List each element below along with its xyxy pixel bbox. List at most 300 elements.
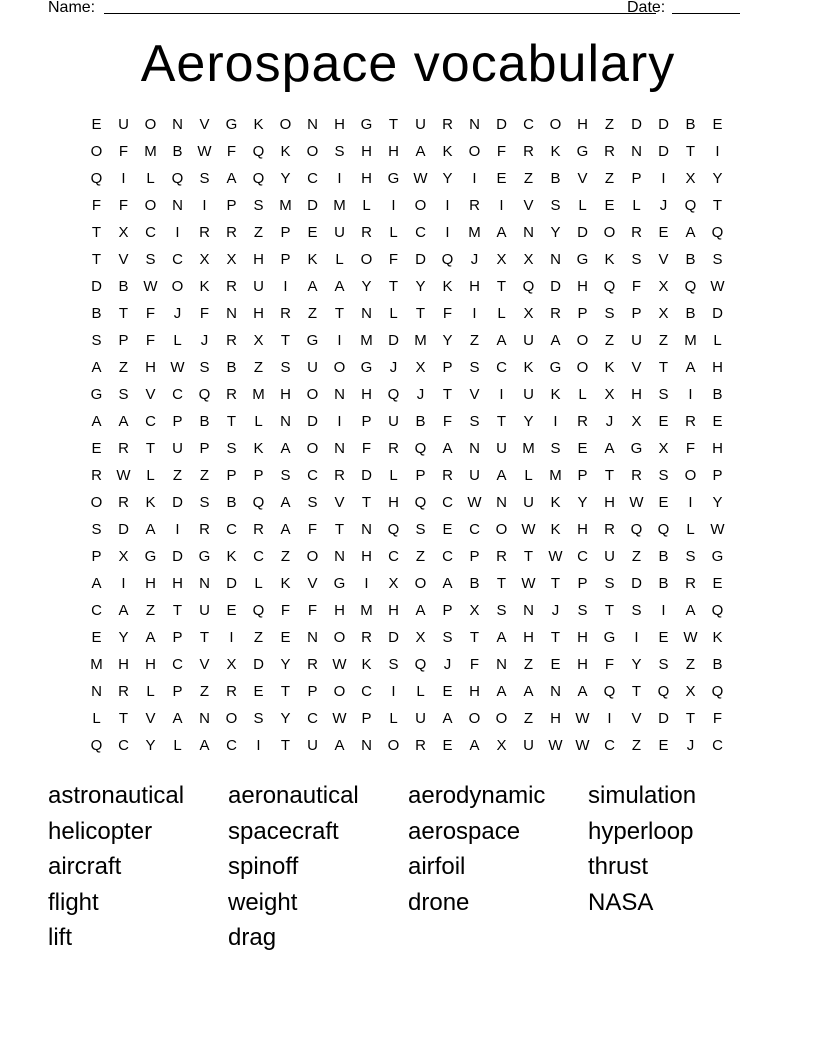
grid-cell[interactable]: S xyxy=(442,629,453,646)
grid-cell[interactable]: D xyxy=(388,629,399,646)
grid-cell[interactable]: T xyxy=(550,575,561,592)
grid-cell[interactable]: I xyxy=(445,197,450,214)
grid-cell[interactable]: H xyxy=(631,386,642,403)
grid-cell[interactable]: I xyxy=(337,413,342,430)
grid-cell[interactable]: D xyxy=(91,278,102,295)
grid-cell[interactable]: G xyxy=(630,440,643,457)
grid-cell[interactable]: K xyxy=(604,251,615,268)
grid-cell[interactable]: U xyxy=(415,116,426,133)
grid-cell[interactable]: D xyxy=(550,278,561,295)
grid-cell[interactable]: O xyxy=(90,494,103,511)
grid-cell[interactable]: L xyxy=(146,170,155,187)
grid-cell[interactable]: P xyxy=(118,332,129,349)
grid-cell[interactable]: G xyxy=(360,116,373,133)
grid-cell[interactable]: Z xyxy=(199,683,210,700)
grid-cell[interactable]: R xyxy=(685,575,696,592)
grid-cell[interactable]: J xyxy=(551,602,560,619)
grid-cell[interactable]: O xyxy=(279,116,292,133)
grid-cell[interactable]: T xyxy=(118,710,129,727)
grid-cell[interactable]: I xyxy=(121,575,126,592)
grid-cell[interactable]: C xyxy=(307,170,318,187)
grid-cell[interactable]: K xyxy=(442,143,453,160)
grid-cell[interactable]: N xyxy=(361,521,372,538)
grid-cell[interactable]: U xyxy=(388,413,399,430)
grid-cell[interactable]: C xyxy=(172,251,183,268)
grid-cell[interactable]: I xyxy=(229,629,234,646)
grid-cell[interactable]: Y xyxy=(442,332,453,349)
grid-cell[interactable]: N xyxy=(496,494,507,511)
grid-cell[interactable]: R xyxy=(118,440,129,457)
grid-cell[interactable]: Q xyxy=(198,386,211,403)
grid-cell[interactable]: P xyxy=(577,305,588,322)
grid-cell[interactable]: O xyxy=(414,197,427,214)
grid-cell[interactable]: M xyxy=(333,197,346,214)
grid-cell[interactable]: C xyxy=(415,224,426,241)
grid-cell[interactable]: H xyxy=(361,170,372,187)
grid-cell[interactable]: I xyxy=(283,278,288,295)
grid-cell[interactable]: N xyxy=(550,683,561,700)
grid-cell[interactable]: G xyxy=(90,386,103,403)
grid-cell[interactable]: O xyxy=(360,251,373,268)
grid-cell[interactable]: Z xyxy=(604,332,615,349)
grid-cell[interactable]: V xyxy=(145,710,156,727)
grid-cell[interactable]: U xyxy=(415,710,426,727)
grid-cell[interactable]: C xyxy=(442,548,453,565)
grid-cell[interactable]: U xyxy=(199,602,210,619)
grid-cell[interactable]: I xyxy=(688,386,693,403)
grid-cell[interactable]: O xyxy=(549,116,562,133)
grid-cell[interactable]: O xyxy=(414,575,427,592)
grid-cell[interactable]: L xyxy=(497,305,506,322)
grid-cell[interactable]: C xyxy=(172,656,183,673)
grid-cell[interactable]: S xyxy=(658,386,669,403)
grid-cell[interactable]: Y xyxy=(712,170,723,187)
grid-cell[interactable]: H xyxy=(334,116,345,133)
grid-cell[interactable]: P xyxy=(631,305,642,322)
grid-cell[interactable]: A xyxy=(280,521,291,538)
grid-cell[interactable]: H xyxy=(523,629,534,646)
grid-cell[interactable]: F xyxy=(442,305,453,322)
grid-cell[interactable]: S xyxy=(199,170,210,187)
grid-cell[interactable]: J xyxy=(416,386,425,403)
grid-cell[interactable]: R xyxy=(361,629,372,646)
grid-cell[interactable]: B xyxy=(226,359,237,376)
grid-cell[interactable]: D xyxy=(631,116,642,133)
grid-cell[interactable]: L xyxy=(254,575,263,592)
grid-cell[interactable]: L xyxy=(416,683,425,700)
grid-cell[interactable]: Z xyxy=(631,737,642,754)
grid-cell[interactable]: L xyxy=(713,332,722,349)
grid-cell[interactable]: Z xyxy=(523,710,534,727)
grid-cell[interactable]: C xyxy=(604,737,615,754)
grid-cell[interactable]: I xyxy=(391,197,396,214)
grid-cell[interactable]: A xyxy=(442,440,453,457)
grid-cell[interactable]: L xyxy=(389,305,398,322)
grid-cell[interactable]: J xyxy=(470,251,479,268)
grid-cell[interactable]: K xyxy=(604,359,615,376)
grid-cell[interactable]: W xyxy=(197,143,212,160)
grid-cell[interactable]: R xyxy=(496,548,507,565)
grid-cell[interactable]: U xyxy=(496,440,507,457)
grid-cell[interactable]: R xyxy=(577,413,588,430)
grid-cell[interactable]: C xyxy=(307,467,318,484)
grid-cell[interactable]: Q xyxy=(414,440,427,457)
grid-cell[interactable]: A xyxy=(307,278,318,295)
grid-cell[interactable]: S xyxy=(604,305,615,322)
grid-cell[interactable]: Z xyxy=(253,629,264,646)
grid-cell[interactable]: N xyxy=(334,548,345,565)
grid-cell[interactable]: O xyxy=(333,683,346,700)
grid-cell[interactable]: X xyxy=(658,305,669,322)
grid-cell[interactable]: T xyxy=(712,197,723,214)
grid-cell[interactable]: S xyxy=(280,467,291,484)
grid-cell[interactable]: S xyxy=(145,251,156,268)
grid-cell[interactable]: W xyxy=(575,710,590,727)
grid-cell[interactable]: A xyxy=(415,143,426,160)
grid-cell[interactable]: T xyxy=(442,386,453,403)
grid-cell[interactable]: P xyxy=(91,548,102,565)
grid-cell[interactable]: C xyxy=(253,548,264,565)
grid-cell[interactable]: Z xyxy=(199,467,210,484)
grid-cell[interactable]: R xyxy=(442,116,453,133)
grid-cell[interactable]: S xyxy=(631,602,642,619)
grid-cell[interactable]: S xyxy=(226,440,237,457)
grid-cell[interactable]: I xyxy=(661,602,666,619)
grid-cell[interactable]: F xyxy=(442,413,453,430)
grid-cell[interactable]: S xyxy=(415,521,426,538)
grid-cell[interactable]: K xyxy=(280,575,291,592)
grid-cell[interactable]: A xyxy=(685,224,696,241)
grid-cell[interactable]: X xyxy=(253,332,264,349)
grid-cell[interactable]: A xyxy=(145,629,156,646)
grid-cell[interactable]: T xyxy=(685,710,696,727)
grid-cell[interactable]: A xyxy=(280,440,291,457)
grid-cell[interactable]: S xyxy=(631,251,642,268)
grid-cell[interactable]: P xyxy=(469,548,480,565)
grid-cell[interactable]: S xyxy=(199,494,210,511)
grid-cell[interactable]: E xyxy=(577,440,588,457)
grid-cell[interactable]: O xyxy=(306,440,319,457)
grid-cell[interactable]: K xyxy=(550,494,561,511)
grid-cell[interactable]: F xyxy=(604,656,615,673)
grid-cell[interactable]: A xyxy=(442,575,453,592)
grid-cell[interactable]: V xyxy=(523,197,534,214)
grid-cell[interactable]: T xyxy=(415,305,426,322)
grid-cell[interactable]: F xyxy=(496,143,507,160)
grid-cell[interactable]: H xyxy=(577,116,588,133)
grid-cell[interactable]: U xyxy=(307,737,318,754)
grid-cell[interactable]: O xyxy=(225,710,238,727)
grid-cell[interactable]: X xyxy=(118,224,129,241)
grid-cell[interactable]: D xyxy=(172,494,183,511)
grid-cell[interactable]: E xyxy=(658,413,669,430)
grid-cell[interactable]: Z xyxy=(280,548,291,565)
grid-cell[interactable]: L xyxy=(335,251,344,268)
grid-cell[interactable]: F xyxy=(145,332,156,349)
grid-cell[interactable]: D xyxy=(658,143,669,160)
grid-cell[interactable]: A xyxy=(118,602,129,619)
grid-cell[interactable]: E xyxy=(658,494,669,511)
grid-cell[interactable]: N xyxy=(523,224,534,241)
grid-cell[interactable]: B xyxy=(658,575,669,592)
grid-cell[interactable]: Q xyxy=(711,602,724,619)
grid-cell[interactable]: A xyxy=(496,629,507,646)
grid-cell[interactable]: D xyxy=(712,305,723,322)
grid-cell[interactable]: H xyxy=(253,305,264,322)
grid-cell[interactable]: Q xyxy=(657,683,670,700)
grid-cell[interactable]: J xyxy=(200,332,209,349)
grid-cell[interactable]: S xyxy=(469,413,480,430)
grid-cell[interactable]: F xyxy=(199,305,210,322)
grid-cell[interactable]: Z xyxy=(658,332,669,349)
grid-cell[interactable]: C xyxy=(388,548,399,565)
grid-cell[interactable]: N xyxy=(307,116,318,133)
grid-cell[interactable]: Z xyxy=(604,170,615,187)
grid-cell[interactable]: Z xyxy=(631,548,642,565)
grid-cell[interactable]: M xyxy=(468,224,481,241)
grid-cell[interactable]: H xyxy=(118,656,129,673)
grid-cell[interactable]: W xyxy=(548,548,563,565)
grid-cell[interactable]: E xyxy=(442,737,453,754)
grid-cell[interactable]: I xyxy=(472,170,477,187)
grid-cell[interactable]: P xyxy=(307,683,318,700)
grid-cell[interactable]: W xyxy=(143,278,158,295)
grid-cell[interactable]: B xyxy=(199,413,210,430)
grid-cell[interactable]: E xyxy=(280,629,291,646)
grid-cell[interactable]: X xyxy=(496,251,507,268)
grid-cell[interactable]: I xyxy=(175,521,180,538)
grid-cell[interactable]: G xyxy=(225,116,238,133)
grid-cell[interactable]: R xyxy=(118,683,129,700)
grid-cell[interactable]: J xyxy=(686,737,695,754)
grid-cell[interactable]: S xyxy=(199,359,210,376)
grid-cell[interactable]: H xyxy=(334,602,345,619)
grid-cell[interactable]: R xyxy=(226,332,237,349)
grid-cell[interactable]: X xyxy=(415,359,426,376)
grid-cell[interactable]: L xyxy=(362,197,371,214)
grid-cell[interactable]: E xyxy=(226,602,237,619)
grid-cell[interactable]: T xyxy=(469,629,480,646)
grid-cell[interactable]: U xyxy=(253,278,264,295)
grid-cell[interactable]: Q xyxy=(711,683,724,700)
grid-cell[interactable]: D xyxy=(388,332,399,349)
grid-cell[interactable]: T xyxy=(172,602,183,619)
grid-cell[interactable]: Q xyxy=(684,197,697,214)
grid-cell[interactable]: E xyxy=(658,737,669,754)
grid-cell[interactable]: G xyxy=(711,548,724,565)
grid-cell[interactable]: R xyxy=(199,224,210,241)
grid-cell[interactable]: K xyxy=(253,116,264,133)
grid-cell[interactable]: I xyxy=(337,332,342,349)
grid-cell[interactable]: X xyxy=(388,575,399,592)
grid-cell[interactable]: T xyxy=(388,116,399,133)
grid-cell[interactable]: O xyxy=(171,278,184,295)
grid-cell[interactable]: R xyxy=(361,224,372,241)
grid-cell[interactable]: R xyxy=(280,305,291,322)
grid-cell[interactable]: Q xyxy=(252,170,265,187)
grid-cell[interactable]: S xyxy=(712,251,723,268)
date-line[interactable] xyxy=(672,13,740,14)
grid-cell[interactable]: V xyxy=(199,116,210,133)
grid-cell[interactable]: W xyxy=(170,359,185,376)
grid-cell[interactable]: D xyxy=(118,521,129,538)
grid-cell[interactable]: N xyxy=(631,143,642,160)
grid-cell[interactable]: E xyxy=(712,413,723,430)
grid-cell[interactable]: I xyxy=(364,575,369,592)
grid-cell[interactable]: H xyxy=(604,494,615,511)
grid-cell[interactable]: G xyxy=(144,548,157,565)
grid-cell[interactable]: A xyxy=(496,467,507,484)
grid-cell[interactable]: W xyxy=(332,656,347,673)
grid-cell[interactable]: S xyxy=(550,440,561,457)
grid-cell[interactable]: S xyxy=(388,656,399,673)
grid-cell[interactable]: Z xyxy=(253,224,264,241)
grid-cell[interactable]: T xyxy=(496,575,507,592)
grid-cell[interactable]: I xyxy=(499,386,504,403)
grid-cell[interactable]: Z xyxy=(415,548,426,565)
grid-cell[interactable]: H xyxy=(361,143,372,160)
grid-cell[interactable]: G xyxy=(360,359,373,376)
grid-cell[interactable]: I xyxy=(121,170,126,187)
grid-cell[interactable]: H xyxy=(712,359,723,376)
grid-cell[interactable]: Q xyxy=(90,737,103,754)
grid-cell[interactable]: U xyxy=(334,224,345,241)
grid-cell[interactable]: B xyxy=(685,251,696,268)
grid-cell[interactable]: D xyxy=(496,116,507,133)
grid-cell[interactable]: Y xyxy=(280,170,291,187)
grid-cell[interactable]: R xyxy=(388,440,399,457)
grid-cell[interactable]: L xyxy=(389,710,398,727)
grid-cell[interactable]: I xyxy=(202,197,207,214)
grid-cell[interactable]: C xyxy=(226,737,237,754)
grid-cell[interactable]: Q xyxy=(711,224,724,241)
grid-cell[interactable]: K xyxy=(199,278,210,295)
grid-cell[interactable]: Q xyxy=(252,143,265,160)
grid-cell[interactable]: W xyxy=(629,494,644,511)
grid-cell[interactable]: C xyxy=(118,737,129,754)
grid-cell[interactable]: N xyxy=(280,413,291,430)
grid-cell[interactable]: K xyxy=(550,386,561,403)
grid-cell[interactable]: P xyxy=(172,629,183,646)
grid-cell[interactable]: P xyxy=(172,413,183,430)
grid-cell[interactable]: J xyxy=(389,359,398,376)
grid-cell[interactable]: E xyxy=(307,224,318,241)
grid-cell[interactable]: O xyxy=(576,359,589,376)
grid-cell[interactable]: A xyxy=(496,332,507,349)
grid-cell[interactable]: W xyxy=(710,278,725,295)
grid-cell[interactable]: J xyxy=(173,305,182,322)
grid-cell[interactable]: D xyxy=(361,467,372,484)
grid-cell[interactable]: N xyxy=(361,737,372,754)
grid-cell[interactable]: Q xyxy=(630,521,643,538)
grid-cell[interactable]: K xyxy=(442,278,453,295)
grid-cell[interactable]: T xyxy=(496,278,507,295)
grid-cell[interactable]: F xyxy=(685,440,696,457)
grid-cell[interactable]: X xyxy=(226,656,237,673)
grid-cell[interactable]: F xyxy=(388,251,399,268)
grid-cell[interactable]: P xyxy=(226,197,237,214)
grid-cell[interactable]: B xyxy=(550,170,561,187)
grid-cell[interactable]: Y xyxy=(631,656,642,673)
grid-cell[interactable]: A xyxy=(334,278,345,295)
grid-cell[interactable]: P xyxy=(280,224,291,241)
grid-cell[interactable]: W xyxy=(575,737,590,754)
grid-cell[interactable]: R xyxy=(604,521,615,538)
grid-cell[interactable]: R xyxy=(226,386,237,403)
grid-cell[interactable]: U xyxy=(523,737,534,754)
grid-cell[interactable]: W xyxy=(521,575,536,592)
grid-cell[interactable]: V xyxy=(199,656,210,673)
grid-cell[interactable]: R xyxy=(334,467,345,484)
grid-cell[interactable]: P xyxy=(712,467,723,484)
grid-cell[interactable]: A xyxy=(199,737,210,754)
grid-cell[interactable]: A xyxy=(91,359,102,376)
grid-cell[interactable]: L xyxy=(146,467,155,484)
grid-cell[interactable]: E xyxy=(658,629,669,646)
grid-cell[interactable]: Q xyxy=(387,386,400,403)
grid-cell[interactable]: T xyxy=(631,683,642,700)
grid-cell[interactable]: T xyxy=(91,224,102,241)
grid-cell[interactable]: U xyxy=(631,332,642,349)
grid-cell[interactable]: C xyxy=(523,116,534,133)
grid-cell[interactable]: J xyxy=(659,197,668,214)
grid-cell[interactable]: N xyxy=(334,440,345,457)
grid-cell[interactable]: K xyxy=(253,440,264,457)
grid-cell[interactable]: W xyxy=(467,494,482,511)
grid-cell[interactable]: E xyxy=(442,683,453,700)
grid-cell[interactable]: H xyxy=(712,440,723,457)
grid-cell[interactable]: T xyxy=(280,332,291,349)
grid-cell[interactable]: Q xyxy=(684,278,697,295)
grid-cell[interactable]: S xyxy=(658,467,669,484)
grid-cell[interactable]: T xyxy=(388,278,399,295)
grid-cell[interactable]: Z xyxy=(307,305,318,322)
grid-cell[interactable]: U xyxy=(118,116,129,133)
grid-cell[interactable]: R xyxy=(91,467,102,484)
grid-cell[interactable]: X xyxy=(685,170,696,187)
grid-cell[interactable]: X xyxy=(631,413,642,430)
grid-cell[interactable]: D xyxy=(658,710,669,727)
grid-cell[interactable]: Y xyxy=(118,629,129,646)
grid-cell[interactable]: A xyxy=(469,737,480,754)
grid-cell[interactable]: Z xyxy=(253,359,264,376)
grid-cell[interactable]: E xyxy=(604,197,615,214)
grid-cell[interactable]: V xyxy=(118,251,129,268)
grid-cell[interactable]: X xyxy=(604,386,615,403)
grid-cell[interactable]: V xyxy=(469,386,480,403)
grid-cell[interactable]: O xyxy=(306,386,319,403)
grid-cell[interactable]: F xyxy=(307,602,318,619)
grid-cell[interactable]: F xyxy=(118,197,129,214)
grid-cell[interactable]: E xyxy=(712,116,723,133)
grid-cell[interactable]: K xyxy=(550,521,561,538)
grid-cell[interactable]: N xyxy=(199,710,210,727)
grid-cell[interactable]: I xyxy=(175,224,180,241)
grid-cell[interactable]: R xyxy=(469,197,480,214)
grid-cell[interactable]: U xyxy=(307,359,318,376)
grid-cell[interactable]: X xyxy=(523,305,534,322)
grid-cell[interactable]: B xyxy=(712,656,723,673)
grid-cell[interactable]: S xyxy=(334,143,345,160)
grid-cell[interactable]: S xyxy=(253,197,264,214)
grid-cell[interactable]: C xyxy=(91,602,102,619)
grid-cell[interactable]: T xyxy=(685,143,696,160)
grid-cell[interactable]: S xyxy=(253,710,264,727)
grid-cell[interactable]: T xyxy=(550,629,561,646)
grid-cell[interactable]: T xyxy=(118,305,129,322)
grid-cell[interactable]: M xyxy=(252,386,265,403)
grid-cell[interactable]: X xyxy=(658,440,669,457)
